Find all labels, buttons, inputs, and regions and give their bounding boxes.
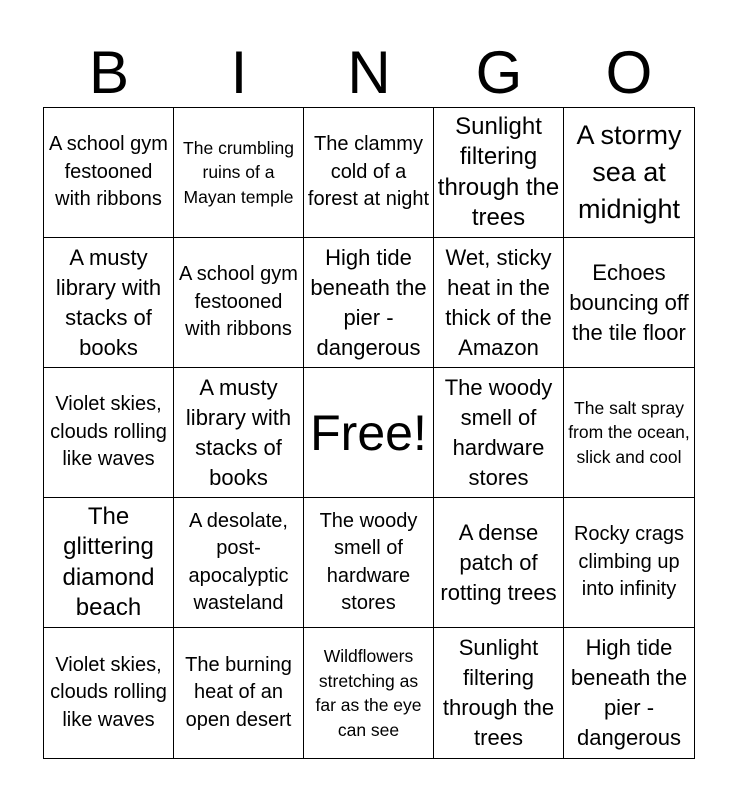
bingo-cell-text: Violet skies, clouds rolling like waves — [50, 653, 167, 731]
bingo-cell-text: High tide beneath the pier - dangerous — [310, 244, 427, 360]
bingo-cell — [174, 238, 304, 368]
bingo-cell-text: Sunlight filtering through the trees — [442, 635, 555, 750]
bingo-cell — [44, 628, 174, 758]
header-letter-n: N — [347, 39, 391, 106]
bingo-cell-text: The woody smell of hardware stores — [319, 509, 418, 614]
bingo-cell-text: Violet skies, clouds rolling like waves — [50, 393, 167, 471]
bingo-cell-text: A stormy sea at midnight — [576, 120, 682, 224]
header-letter-i: I — [230, 39, 248, 106]
bingo-cell — [434, 108, 564, 238]
bingo-cell — [564, 368, 694, 498]
bingo-cell-text: A dense patch of rotting trees — [440, 519, 557, 605]
bingo-cell-text: Wet, sticky heat in the thick of the Amazon — [445, 244, 552, 360]
bingo-cell — [44, 108, 174, 238]
bingo-header — [44, 40, 694, 106]
bingo-cell-text: Sunlight filtering through the trees — [437, 112, 560, 231]
bingo-cell-text: The clammy cold of a forest at night — [307, 133, 430, 211]
bingo-cell — [304, 108, 434, 238]
bingo-cell — [564, 238, 694, 368]
bingo-cell-text: Rocky crags climbing up into infinity — [573, 523, 685, 601]
bingo-cell — [434, 368, 564, 498]
bingo-cell-text: A musty library with stacks of books — [55, 244, 162, 360]
bingo-cell — [434, 238, 564, 368]
bingo-cell — [174, 368, 304, 498]
bingo-cell-text: A desolate, post-apocalyptic wasteland — [188, 509, 289, 614]
bingo-cell-text: The burning heat of an open desert — [185, 653, 292, 731]
bingo-cell — [44, 368, 174, 498]
bingo-cell — [304, 498, 434, 628]
bingo-cell-text: The glittering diamond beach — [62, 502, 155, 621]
free-space-cell — [304, 368, 434, 498]
bingo-cell-text: A school gym festooned with ribbons — [179, 263, 298, 341]
bingo-cell — [44, 498, 174, 628]
bingo-cell — [174, 628, 304, 758]
bingo-cell — [434, 628, 564, 758]
bingo-cell-text: The salt spray from the ocean, slick and cool — [568, 397, 690, 467]
bingo-cell-text: High tide beneath the pier - dangerous — [570, 635, 688, 750]
bingo-cell-text: Wildflowers stretching as far as the eye can see — [315, 646, 422, 740]
bingo-cell — [564, 628, 694, 758]
header-letter-b: B — [88, 39, 130, 106]
bingo-cell — [434, 498, 564, 628]
header-letter-o: O — [605, 39, 653, 106]
bingo-cell — [304, 238, 434, 368]
bingo-cell — [174, 498, 304, 628]
free-space-text: Free! — [310, 404, 427, 461]
bingo-cell — [304, 628, 434, 758]
header-letter-g: G — [475, 39, 523, 106]
bingo-cell-text: A musty library with stacks of books — [185, 374, 292, 490]
bingo-cell-text: Echoes bouncing off the tile floor — [569, 259, 689, 345]
bingo-cell — [44, 238, 174, 368]
bingo-cell-text: The woody smell of hardware stores — [444, 374, 553, 490]
bingo-cell-text: The crumbling ruins of a Mayan temple — [183, 137, 294, 207]
bingo-card-grid — [43, 107, 695, 759]
bingo-cell — [564, 108, 694, 238]
bingo-cell — [174, 108, 304, 238]
bingo-cell-text: A school gym festooned with ribbons — [49, 133, 168, 211]
bingo-cell — [564, 498, 694, 628]
